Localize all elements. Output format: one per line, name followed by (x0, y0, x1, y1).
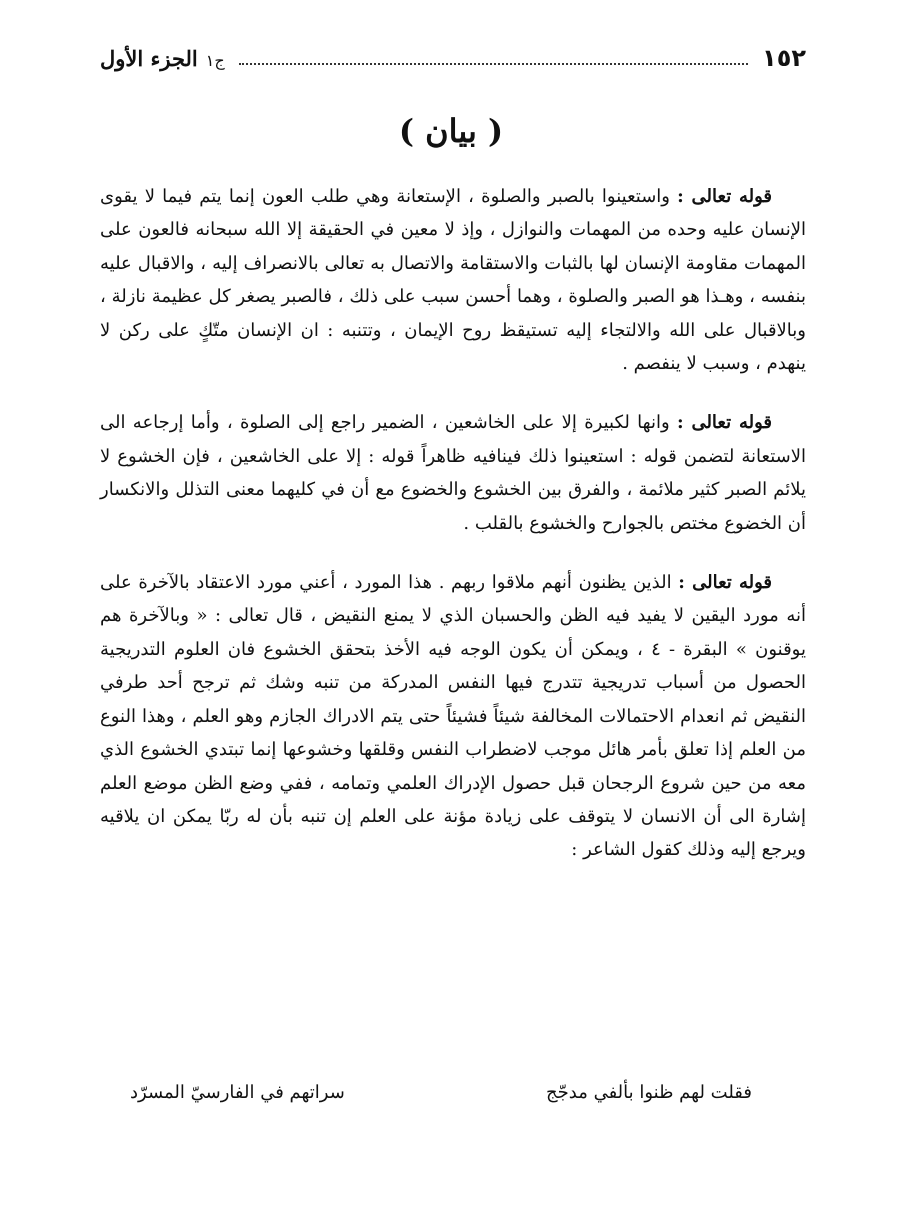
running-head (100, 46, 225, 71)
paragraph-lead: قوله تعالى : (676, 412, 772, 434)
running-head-title: الجزء الأول (100, 45, 198, 71)
paragraph-lead: قوله تعالى : (677, 186, 772, 207)
header-dotted-rule (239, 63, 748, 65)
paragraph-text: واستعينوا بالصبر والصلوة ، الإستعانة وهي طلب العون إنما يتم فيما لا يقوى الإنسان عليه وحده من المهمات والنوازل ، وإذ لا معين في الحقيقة إلا الله سبحانه فالعون على المهمات مقاومة الإنسان لها بالثبات والاستقامة والاتصال به تعالى بالانصراف إليه ، والاقبال عليه بنفسه ، وهـذا هو الصبر والصلوة ، وهما أحسن سبب على ذلك ، فالصبر يصغر كل عظيمة نازلة ، وبالاقبال على الله والالتجاء إليه تستيقظ روح الإيمان ، وتتنبه : ان الإنسان متّكٍ على ركن لا ينهدم ، وسبب لا ينفصم . (100, 186, 806, 375)
paragraph (100, 406, 806, 540)
verse-second-hemistich: سراتهم في الفارسيّ المسرّد (130, 1082, 345, 1103)
page-header (100, 36, 806, 80)
paragraph-text: وانها لكبيرة إلا على الخاشعين ، الضمير راجع إلى الصلوة ، وأما إرجاعه الى الاستعانة لتضمن قوله : استعينوا ذلك فينافيه ظاهراً قوله : إلا على الخاشعين ، فإن الخشوع لا يلائم الصبر كثير ملائمة ، والفرق بين الخشوع والخضوع مع أن في كليهما معنى التذلل والانكسار أن الخضوع مختص بالجوارح والخشوع بالقلب . (100, 412, 806, 534)
poetry-verse (130, 1082, 752, 1103)
paragraph (100, 180, 806, 380)
body-text (100, 180, 806, 893)
section-title: ( بيان ) (398, 112, 504, 150)
page-number: ١٥٢ (762, 44, 806, 72)
paragraph-lead: قوله تعالى : (678, 572, 772, 594)
running-head-volume: ج١ (205, 50, 225, 70)
paragraph-text: الذين يظنون أنهم ملاقوا ربهم . هذا المورد ، أعني مورد الاعتقاد بالآخرة على أنه مورد اليقين لا يفيد فيه الظن والحسبان الذي لا يمنع النقيض ، قال تعالى : « وبالآخرة هم يوقنون » البقرة - ٤ ، ويمكن أن يكون الوجه فيه الأخذ بتحقق الخشوع فان العلوم التدريجية الحصول من أسباب تدريجية تتدرج فيها النفس المدركة من تنبه وشك ثم ترجح أحد طرفي النقيض ثم انعدام الاحتمالات المخالفة شيئاً فشيئاً حتى يتم الادراك الجازم وهو العلم ، وهذا النوع من العلم إذا تعلق بأمر هائل موجب لاضطراب النفس وقلقها وخشوعها إنما تبتدي الخشوع الذي معه من حين شروع الرجحان قبل حصول الإدراك العلمي وتمامه ، ففي وضع الظن موضع العلم إشارة الى أن الانسان لا يتوقف على زيادة مؤنة على العلم إن تنبه بأن له ربّا يمكن ان يلاقيه ويرجع إليه وذلك كقول الشاعر : (100, 572, 807, 861)
paragraph (100, 566, 806, 867)
verse-first-hemistich: فقلت لهم ظنوا بألفي مدجّج (546, 1082, 752, 1103)
